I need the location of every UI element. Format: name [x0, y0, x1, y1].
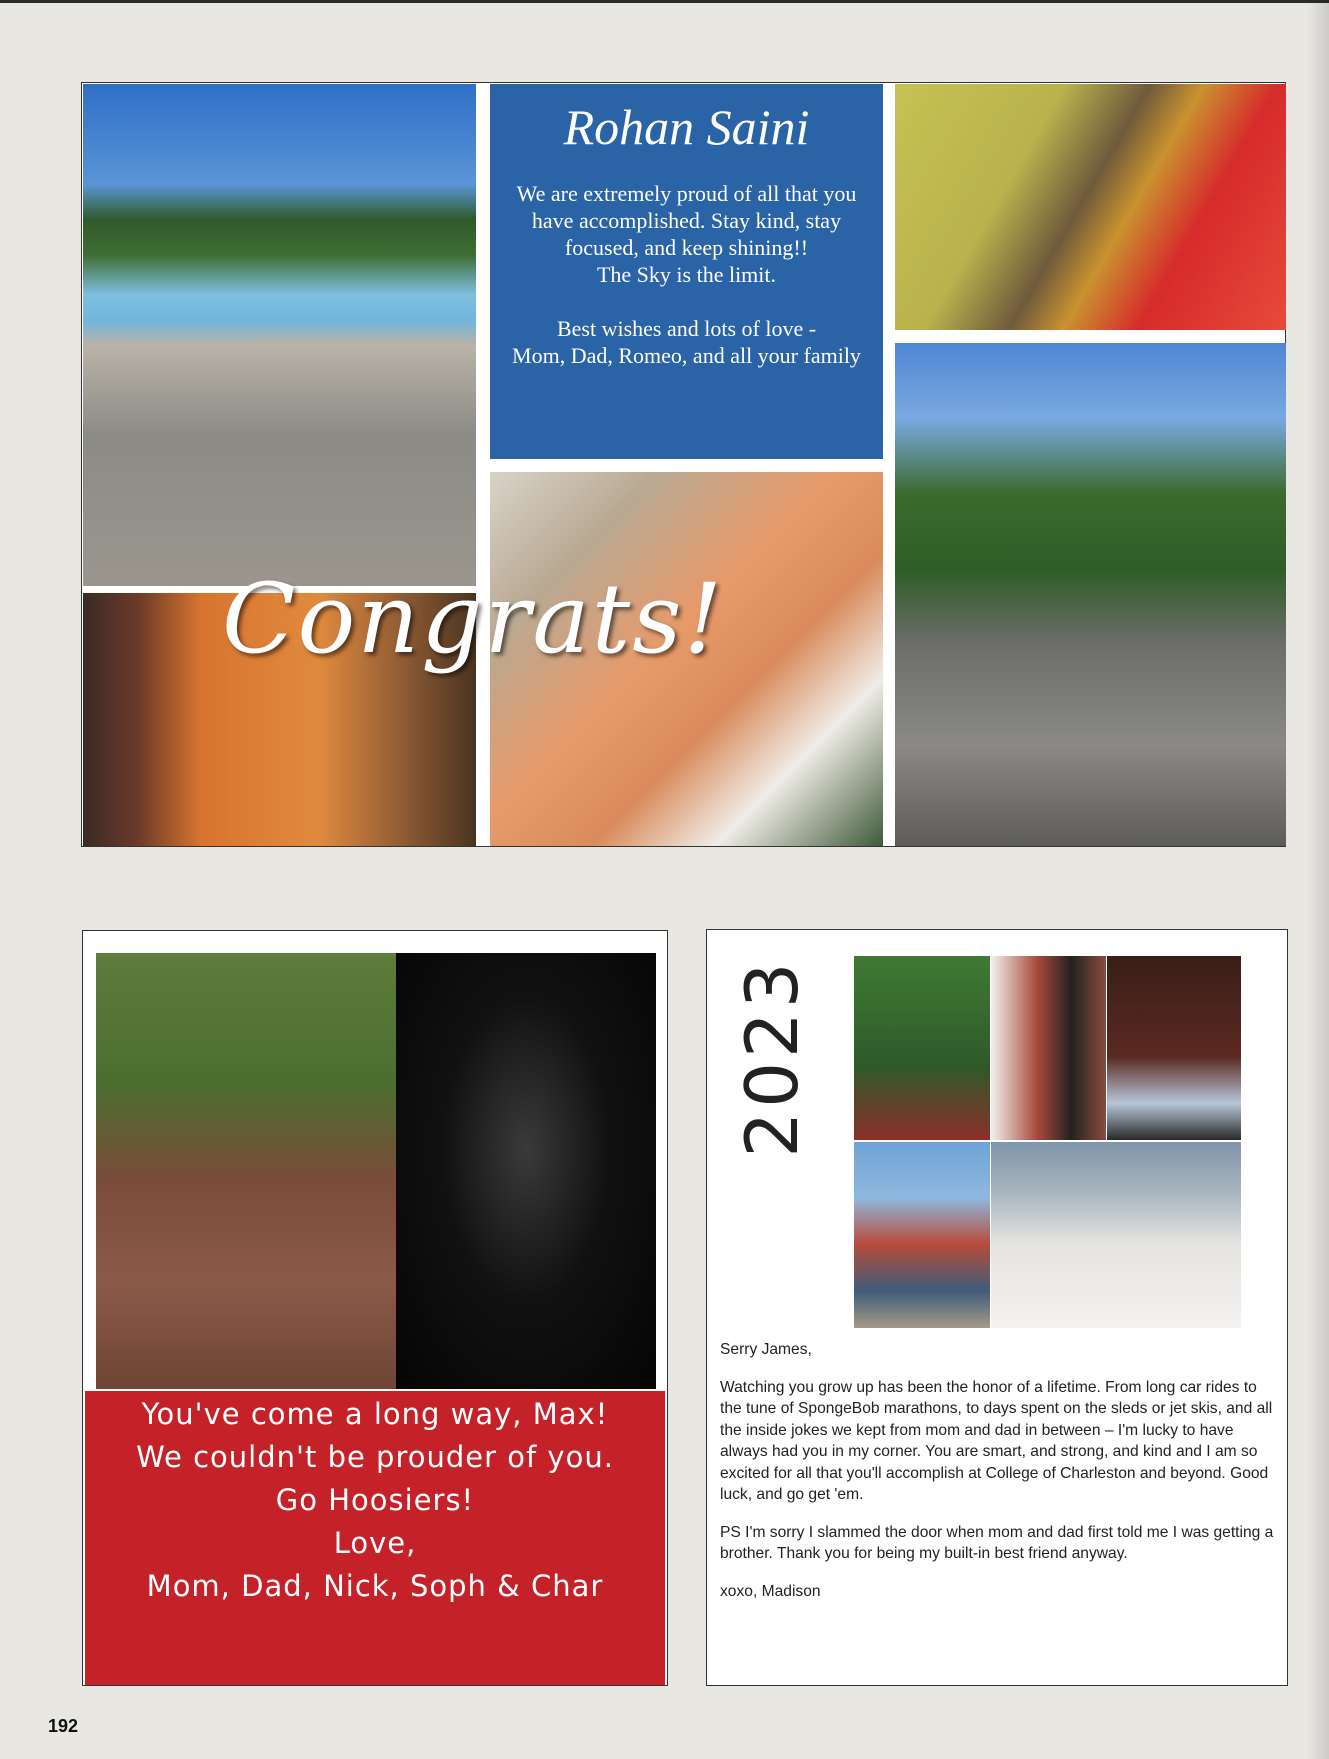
year-label — [730, 958, 814, 1158]
max-line: We couldn't be prouder of you. — [136, 1440, 614, 1474]
binding-shadow — [1307, 0, 1329, 1759]
photo-young-max — [96, 953, 396, 1389]
photo-collage-3 — [1107, 956, 1241, 1140]
max-ad — [82, 930, 668, 1686]
letter-paragraph: Watching you grow up has been the honor of a lifetime. From long car rides to the tune of SpongeBob marathons, to days spent on the sleds or jet skis, and all the inside jokes we kept from mom and dad in between – I'm lucky to have always had you in my corner. You are smart, and strong, and kind and I am so excited for all that you'll accomplish at College of Charleston and beyond. Good luck, and go get 'em. — [720, 1378, 1273, 1503]
photo-collage-1 — [854, 956, 990, 1140]
rohan-message-box — [490, 84, 883, 459]
photo-collage-4 — [854, 1142, 990, 1328]
letter-signoff: xoxo, Madison — [720, 1582, 821, 1600]
letter-greeting: Serry James, — [720, 1341, 812, 1358]
congrats-script: Congrats! — [222, 563, 725, 675]
photo-poolside — [83, 84, 476, 586]
max-line: You've come a long way, Max! — [141, 1397, 609, 1431]
photo-lacrosse — [396, 953, 656, 1389]
photo-collage-snowmobile — [991, 1142, 1241, 1328]
photo-child-cap — [895, 84, 1286, 330]
photo-collage-2 — [991, 956, 1106, 1140]
max-message-box — [85, 1391, 665, 1685]
rohan-name: Rohan Saini — [563, 99, 810, 155]
page-number: 192 — [48, 1716, 79, 1736]
rohan-ad — [81, 82, 1286, 847]
year-text: 2023 — [730, 958, 814, 1158]
max-line: Love, — [333, 1526, 417, 1560]
max-line: Go Hoosiers! — [275, 1483, 475, 1517]
photo-palm-street — [895, 343, 1286, 846]
james-ad — [706, 929, 1288, 1686]
page-top-border — [0, 0, 1329, 3]
max-line: Mom, Dad, Nick, Soph & Char — [146, 1569, 604, 1603]
letter-paragraph: PS I'm sorry I slammed the door when mom and dad first told me I was getting a brother. Thank you for being my built-in best friend anyway. — [720, 1523, 1274, 1562]
rohan-message: We are extremely proud of all that you have accomplished. Stay kind, stay focused, and keep shining!! The Sky is the limit. Best wishes and lots of love - Mom, Dad, Romeo, and all your family — [512, 181, 861, 368]
james-letter — [720, 1339, 1275, 1618]
